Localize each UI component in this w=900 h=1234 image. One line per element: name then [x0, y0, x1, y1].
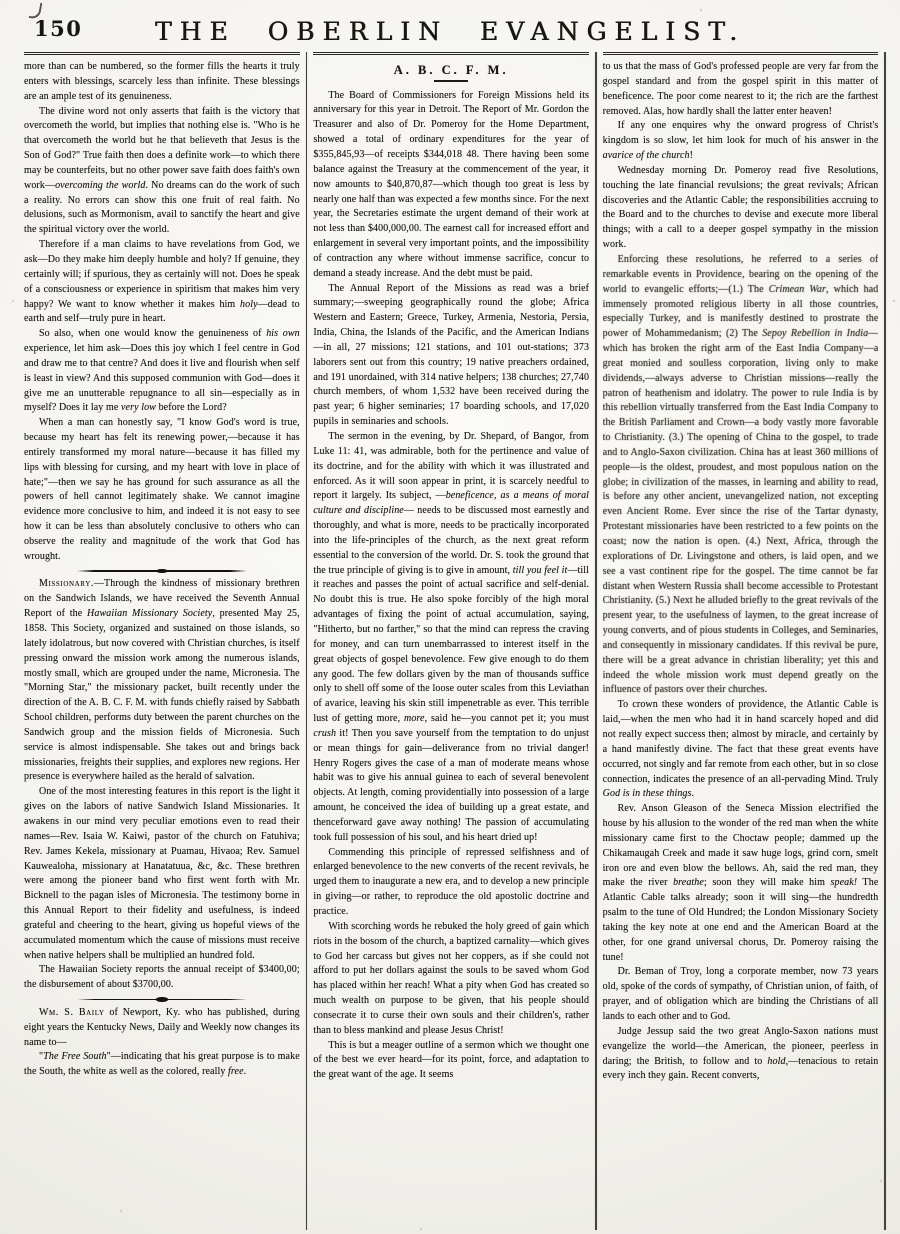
section-divider-rule — [77, 570, 247, 572]
paragraph: The Hawaiian Society reports the annual receipt of $3400,00; the disbursement of about $3700,00. — [24, 964, 300, 991]
paragraph: Rev. Anson Gleason of the Seneca Mission electrified the house by his allusion to the wonder of the red man when the white missionary came first to the Choctaw people; dammed up the Chikamaugah Creek and made it saw huge logs, grind corn, smelt iron ore and even blow the bellows. Ah, said the red man, they make the river breathe; soon they will make him speak! The Atlantic Cable talks already; soon it will sing—the hundredth psalm to the tune of Old Hundred; the London Missionary Society taking the key note at one end and the American Board at the other, for one grand universal chorus, Dr. Pomeroy raising the tune! — [602, 803, 879, 963]
section-divider-rule — [77, 999, 247, 1001]
page-number: 150 — [34, 16, 83, 41]
paragraph: When a man can honestly say, "I know God's word is true, because my heart has felt its renewing power,—because it has entirely transformed my moral nature—because it has filled my lips with blessing for cursing, and my heart with love in place of hate;"—then we say he has ground for such assurance as all the powers of hell cannot legitimately shake. We cannot imagine evidence more conclusive to him, and indeed it is not easy to see how it can be less than absolutely conclusive to others who can observe the reality and magnitude of the work that God has wrought. — [24, 417, 300, 562]
paragraph: One of the most interesting features in this report is the light it gives on the labors of native Sandwich Island Missionaries. It awakens in our mind very peculiar emotions even to read their names—Rev. Isaia W. Kaiwi, pastor of the church on Fatuhiva; Rev. James Kekela, missionary at Puamau, Hivaoa; Rev. Samuel Kauwealoha, missionary at Hanatatuua, &c, &c. These brethren were among the pioneer band who first went forth with Mr. Bicknell to the pagan isles of Micronesia. The testimony borne in this Annual Report to their fidelity and usefulness, is indeed grateful and cheering to the heart, giving us hopeful views of the accumulated momentum which the cause of missions must receive when native helpers shall be multiplied an hundred fold. — [24, 786, 300, 961]
paper-specks — [0, 0, 2, 2]
paragraph: Judge Jessup said the two great Anglo-Saxon nations must evangelize the world—the American, the pioneer, peerless in daring; the British, to follow and to hold,—tenacious to retain every inch they gain. Recent converts, — [602, 1025, 879, 1082]
heading-underline — [434, 80, 468, 82]
paragraph: The Board of Commissioners for Foreign Missions held its anniversary for this year in Detroit. The Report of Mr. Gordon the Treasurer and also of Dr. Pomeroy for the Home Department, showed a total of ordinary expenditures for the year of $355,845,93—of receipts $344,018 48. There having been some balance against the Treasury at the commencement of the year, it now amounts to $40,870,87—which though too great is less by nearly one half than was expected a few months since. For the next year, the Secretaries estimate the urgent demand of their work at not less than $400,000,00. The earnest call for increased effort and enlargement in several very important points, and the impossibility of contraction any where without immense sacrifice, concur to demand a steady increase. And the debt must be paid. — [313, 89, 590, 279]
column-right — [603, 52, 879, 1230]
paragraph: more than can be numbered, so the former fills the hearts it truly enters with blessings, scarcely less than infinite. These blessings are an ample test of its genuineness. — [24, 61, 300, 102]
column-left — [24, 52, 300, 1230]
paragraph: The Annual Report of the Missions as read was a brief summary;—sweeping geographically round the globe; Africa Western and Eastern; Greece, Turkey, Armenia, Nestoria, Persia, India, China, the Islands of the Pacific, and the American Indians—in all, 27 missions; 121 stations, and 101 out-stations; 373 laborers sent out from this country; 19 native preachers ordained, and 191 unordained, with 314 native helpers; 138 churches; 27,740 church members, of whom 1,532 have been received during the past year; 6 higher seminaries; 17 boarding schools, and 17,020 pupils in seminaries and schools. — [313, 282, 590, 428]
article-heading: A. B. C. F. M. — [393, 63, 509, 77]
paragraph: Missionary.—Through the kindness of missionary brethren on the Sandwich Islands, we have received the Seventh Annual Report of the Hawaiian Missionary Society, presented May 25, 1858. This Society, organized and sustained on those islands, so lately idolatrous, but now covered with Christian churches, is itself pressing onward the mission work among the numerous islands, mostly small, which are grouped under the name, Micronesia. The "Morning Star," the missionary packet, built recently under the direction of the A. B. C. F. M. with funds chiefly raised by Sabbath School children, performs duty between the parent churches on the Sandwich group and the mission fields of Micronesia. Such service is almost indispensable. She takes out and brings back missionaries, freights their supplies, and explores new regions. Her presence is everywhere hailed as the herald of salvation. — [24, 578, 300, 783]
column-middle — [313, 52, 589, 1230]
column-layout — [24, 52, 886, 1230]
paragraph: With scorching words he rebuked the holy greed of gain which riots in the bosom of the church, a baptized carnality—which gives to God her carcass but gives not her coppers, as if she could not afford to put her dollars against the souls to be saved whom God has placed within her reach! What a pity when God has created so much wealth on purpose to be given, that his people should consecrate it to curse their own souls and their children's, rather than to bless mankind and please Jesus Christ! — [313, 920, 590, 1036]
paragraph: to us that the mass of God's professed people are very far from the gospel standard and from the gospel spirit in this matter of beneficence. The poor come nearest to it; the rich are the farthest removed. Alas, how hardly shall the latter enter heaven! — [602, 61, 879, 117]
page-edge-rule — [884, 52, 886, 1230]
masthead-title: THE OBERLIN EVANGELIST. — [154, 17, 746, 46]
paragraph: The sermon in the evening, by Dr. Shepard, of Bangor, from Luke 11: 41, was admirable, both for the pertinence and value of its doctrine, and for the ability with which it was illustrated and enforced. As it will soon appear in print, it is scarcely needful to report it largely. Its subject, —beneficence, as a means of moral culture and discipline— needs to be discussed most earnestly and thoroughly, and what is more, needs to be practically incorporated into the life-principles of the church, as the next great reform essential to the conversion of the world. Dr. S. took the ground that the true principle of giving is to give in amount, till you feel it—till it reaches and passes the point of actual sacrifice and self-denial. No doubt this is true. He also spoke forcibly of the high moral advantages of fixing the point of actual accumulation, saying, "Hitherto, but no farther," so that the mind can repress the craving for money, and can turn unembarrassed to interest itself in the great objects of gospel benevolence. Few give enough to do them any good. The few dollars given by the man of thousands suffice only to shell off some of the loose outer scales from this Leviathan of avarice, leaving his skin still impenetrable as ever. This terrible lust of getting more, more, said he—you cannot pet it; you must crush it! Then you save yourself from the temptation to do unjust or mean things for gain—deliverance from no trivial danger! Henry Rogers gives the case of a man of moderate means whose habit was to give his annual guinea to each of several benevolent objects. At length, coming providentially into possession of a large amount, he conceived the idea of building up a great estate, and thenceforward gave away nothing! The passion of accumulating took full possession of his soul, and his heart dried up! — [313, 431, 590, 843]
paragraph: Enforcing these resolutions, he referred to a series of remarkable events in Providence, bearing on the opening of the world to evangelic efforts;—(1.) The Crimean War, which had immensely promoted religious liberty in all those countries, especially Turkey, and is manifestly destined to prostrate the power of Mohammedanism; (2) The Sepoy Rebellion in India—which has broken the right arm of the East India Company—a great monied and soulless corporation, living only to make dividends,—always adverse to Christian missions—really the patron of heathenism and idolatry. The power to rule India is by this rebellion virtually transferred from the East India Company to the British Parliament and Crown—a body vastly more favorable to Christianity. (3.) The opening of China to the gospel, to trade and to Anglo-Saxon civilization. China has at least 360 millions of people—is the oldest, proudest, and most populous nation on the globe; in civilization of the masses, in learning and ability to read, is before any other ancient, unevangelized nation, not excepting even Ancient Rome. Ever since the rise of the Tartar dynasty, Protestant missionaries have been restricted to a few points on the coast; now the nation is open. (4.) Next, Africa, through the explorations of Dr. Livingstone and others, is laid open, and we see a vast continent ripe for the gospel. The time cannot be far distant when Western Russia shall become accessible to Protestant Christianity. (5.) Next he alluded briefly to the great revivals of the present year, to the usefulness of laymen, to the great increase of young converts, and of pious students in Colleges, and Seminaries, and consequently in missionary candidates. If this revival be pure, there will be a great advance in christian liberality; yet this and indeed the whole mission work must depend greatly on the influence of pastors over their churches. — [602, 253, 879, 696]
paragraph: The divine word not only asserts that faith is the victory that overcometh the world, but implies that nothing else is. "Who is he that overcometh the world but he that believeth that Jesus is the Son of God?" True faith then does a definite work—to which there may be counterfeits, but no other power save faith does faith's own work—overcoming the world. No dreams can do the work of such a reality. No errors can show this one fruit of real faith. No delusions, such as Mormonism, avail to sanctify the heart and give the spiritual victory over the world. — [24, 105, 300, 236]
paragraph: Dr. Beman of Troy, long a corporate member, now 73 years old, spoke of the cords of sympathy, of Christian union, of faith, of prayer, and of obligation which are binding the Christians of all lands to each other and to God. — [602, 966, 879, 1022]
paragraph: Wednesday morning Dr. Pomeroy read five Resolutions, touching the late financial revulsions; the great revivals; African discoveries and the Atlantic Cable; the responsibilities accruing to the Board and to the churches to devise and execute more liberal things; with a call to a deeper gospel sympathy in the mission work. — [602, 164, 879, 251]
column-divider — [595, 52, 597, 1230]
paragraph: If any one enquires why the onward progress of Christ's kingdom is so slow, let him look for much of his answer in the avarice of the church! — [602, 120, 879, 162]
paragraph: To crown these wonders of providence, the Atlantic Cable is laid,—when the men who had it in hand scarcely hoped and did not really expect success then; almost by miracle, and certainly by a hand manifestly divine. The fact that these great events have occurred, not singly and far remote from each other, but in so close connection, indicates the presence of an all-pervading Mind. Truly God is in these things. — [602, 699, 879, 800]
paragraph: So also, when one would know the genuineness of his own experience, let him ask—Does this joy which I feel centre in God and draw me to that centre? And does it live and flourish when self is least in view? And this supposed communion with God—does it give me an unutterable repugnance to all sin—especially as in myself? Does it lay me very low before the Lord? — [24, 328, 300, 414]
paragraph: Therefore if a man claims to have revelations from God, we ask—Do they make him deeply humble and holy? If genuine, they certainly will; if spurious, they as certainly will not. Does he speak of a consciousness or experience in spiritism that makes him very happy? We want to know whether it makes him holy—dead to earth and self—truly pure in heart. — [24, 239, 300, 325]
paragraph: Wm. S. Baily of Newport, Ky. who has published, during eight years the Kentucky News, Daily and Weekly now changes its name to— — [24, 1006, 300, 1048]
paragraph: "The Free South"—indicating that his great purpose is to make the South, the white as well as the colored, really free. — [24, 1051, 300, 1078]
column-divider — [306, 52, 308, 1230]
paragraph: This is but a meager outline of a sermon which we thought one of the best we ever heard—for its point, force, and adaptation to the great want of the age. It seems — [313, 1039, 590, 1081]
paragraph: Commending this principle of repressed selfishness and of enlarged benevolence to the new converts of the recent revivals, he urged them to inaugurate a new era, and to develop a new principle in giving—or rather, to reproduce the old apostolic doctrine and practice. — [313, 846, 590, 917]
